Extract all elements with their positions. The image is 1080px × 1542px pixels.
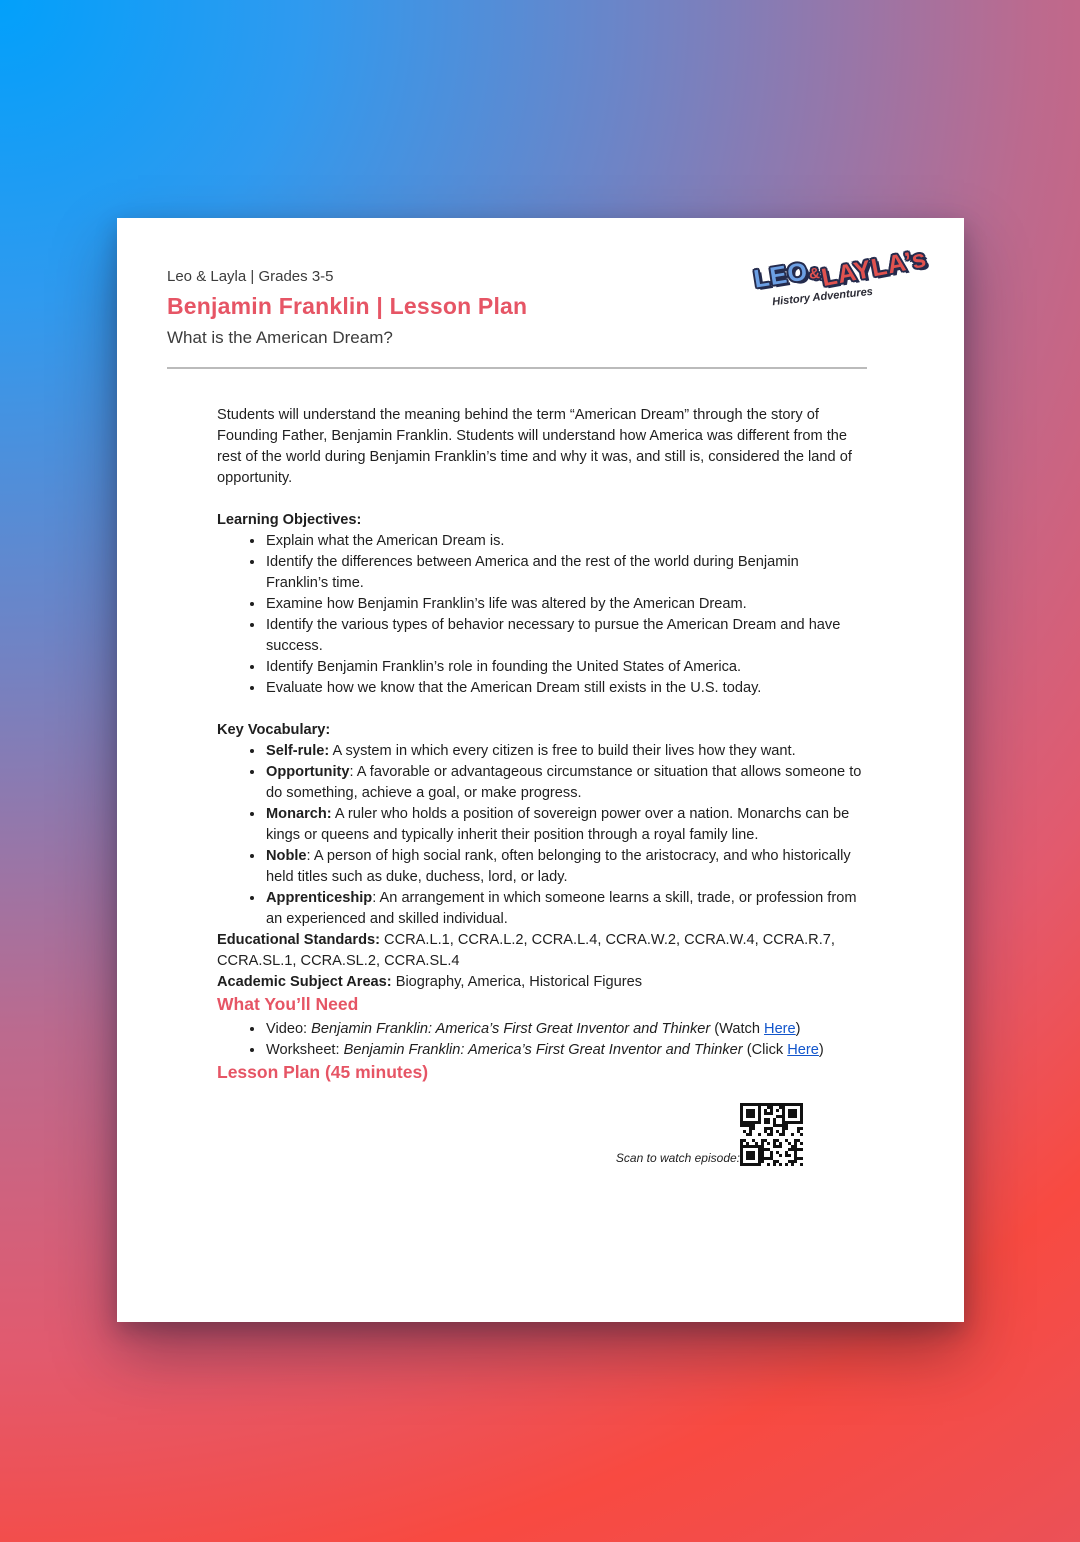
what-youll-need-heading: What You’ll Need (217, 994, 359, 1014)
vocabulary-list (217, 741, 862, 930)
vocab-definition: : An arrangement in which someone learns a skill, trade, or profession from an experienced and skilled individual. (266, 890, 857, 927)
document-page (117, 218, 964, 1322)
subject-areas-paragraph (217, 972, 862, 993)
learning-objectives-heading: Learning Objectives: (217, 512, 362, 528)
logo-ampersand: & (808, 265, 822, 283)
scan-footer (217, 1103, 862, 1166)
document-header (117, 218, 964, 369)
material-title: Benjamin Franklin: America’s First Great Inventor and Thinker (311, 1021, 711, 1037)
vocab-definition: : A person of high social rank, often belonging to the aristocracy, and who historically held titles such as duke, duchess, lord, or lady. (266, 848, 851, 885)
scan-caption: Scan to watch episode: (615, 1151, 740, 1165)
material-item-worksheet (265, 1040, 862, 1061)
vocabulary-item (265, 741, 862, 762)
page-subtitle: What is the American Dream? (167, 328, 393, 347)
qr-code (740, 1103, 803, 1166)
intro-paragraph: Students will understand the meaning behind the term “American Dream” through the story of Founding Father, Benjamin Franklin. Students will understand how America was different from the rest of the world during Benjamin Franklin’s time and why it was, and still is, considered the land of opportunity. (217, 407, 852, 486)
standards-paragraph (217, 930, 862, 972)
vocabulary-item (265, 762, 862, 804)
logo-tagline: History Adventures (771, 285, 874, 309)
standards-label: Educational Standards: (217, 932, 380, 948)
eyebrow-text: Leo & Layla | Grades 3-5 (167, 268, 334, 285)
header-divider (167, 367, 867, 369)
subject-areas-value: Biography, America, Historical Figures (391, 974, 643, 990)
material-mid: (Click (742, 1042, 788, 1058)
material-prefix: Worksheet: (266, 1042, 344, 1058)
section-learning-objectives (217, 510, 862, 699)
material-prefix: Video: (266, 1021, 312, 1037)
material-suffix: ) (818, 1042, 824, 1058)
logo-layla-text: LAYLA’s (819, 244, 930, 293)
objective-item: • Explain what the American Dream is. (265, 531, 862, 552)
objective-item: • Examine how Benjamin Franklin’s life was altered by the American Dream. (265, 594, 862, 615)
objectives-list (217, 531, 862, 699)
logo-leo-text: LEO (751, 257, 810, 294)
vocabulary-item (265, 804, 862, 846)
objective-item: • Evaluate how we know that the American Dream still exists in the U.S. today. (265, 678, 862, 699)
vocab-definition: A system in which every citizen is free to build their lives how they want. (329, 743, 796, 759)
leo-layla-logo (751, 244, 930, 309)
click-here-link[interactable]: Here (787, 1042, 819, 1058)
objective-item: • Identify the various types of behavior necessary to pursue the American Dream and have success. (265, 615, 862, 657)
material-title: Benjamin Franklin: America’s First Great Inventor and Thinker (343, 1042, 743, 1058)
vocab-definition: A ruler who holds a position of sovereign power over a nation. Monarchs can be kings or queens and typically inherit their position through a royal family line. (266, 806, 850, 843)
material-mid: (Watch (710, 1021, 765, 1037)
material-suffix: ) (795, 1021, 801, 1037)
vocab-term: Opportunity (266, 764, 350, 780)
vocabulary-item (265, 846, 862, 888)
vocab-term: Self-rule: (266, 743, 330, 759)
vocab-term: Noble (266, 848, 307, 864)
objective-item: • Identify the differences between America and the rest of the world during Benjamin Franklin’s time. (265, 552, 862, 594)
section-what-youll-need (217, 993, 862, 1061)
lesson-plan-heading: Lesson Plan (45 minutes) (217, 1062, 429, 1082)
vocab-term: Apprenticeship (266, 890, 373, 906)
vocab-term: Monarch: (266, 806, 332, 822)
standards-value: CCRA.L.1, CCRA.L.2, CCRA.L.4, CCRA.W.2, CCRA.W.4, CCRA.R.7, CCRA.SL.1, CCRA.SL.2, CCRA.SL.4 (217, 932, 835, 969)
material-item-video (265, 1019, 862, 1040)
section-key-vocabulary (217, 720, 862, 930)
key-vocabulary-heading: Key Vocabulary: (217, 722, 331, 738)
page-title: Benjamin Franklin | Lesson Plan (167, 293, 528, 319)
watch-here-link[interactable]: Here (764, 1021, 796, 1037)
vocab-definition: : A favorable or advantageous circumstance or situation that allows someone to do something, achieve a goal, or make progress. (266, 764, 862, 801)
materials-list (217, 1019, 862, 1061)
vocabulary-item (265, 888, 862, 930)
document-body (117, 369, 964, 1166)
objective-item: • Identify Benjamin Franklin’s role in founding the United States of America. (265, 657, 862, 678)
subject-areas-label: Academic Subject Areas: (217, 974, 392, 990)
